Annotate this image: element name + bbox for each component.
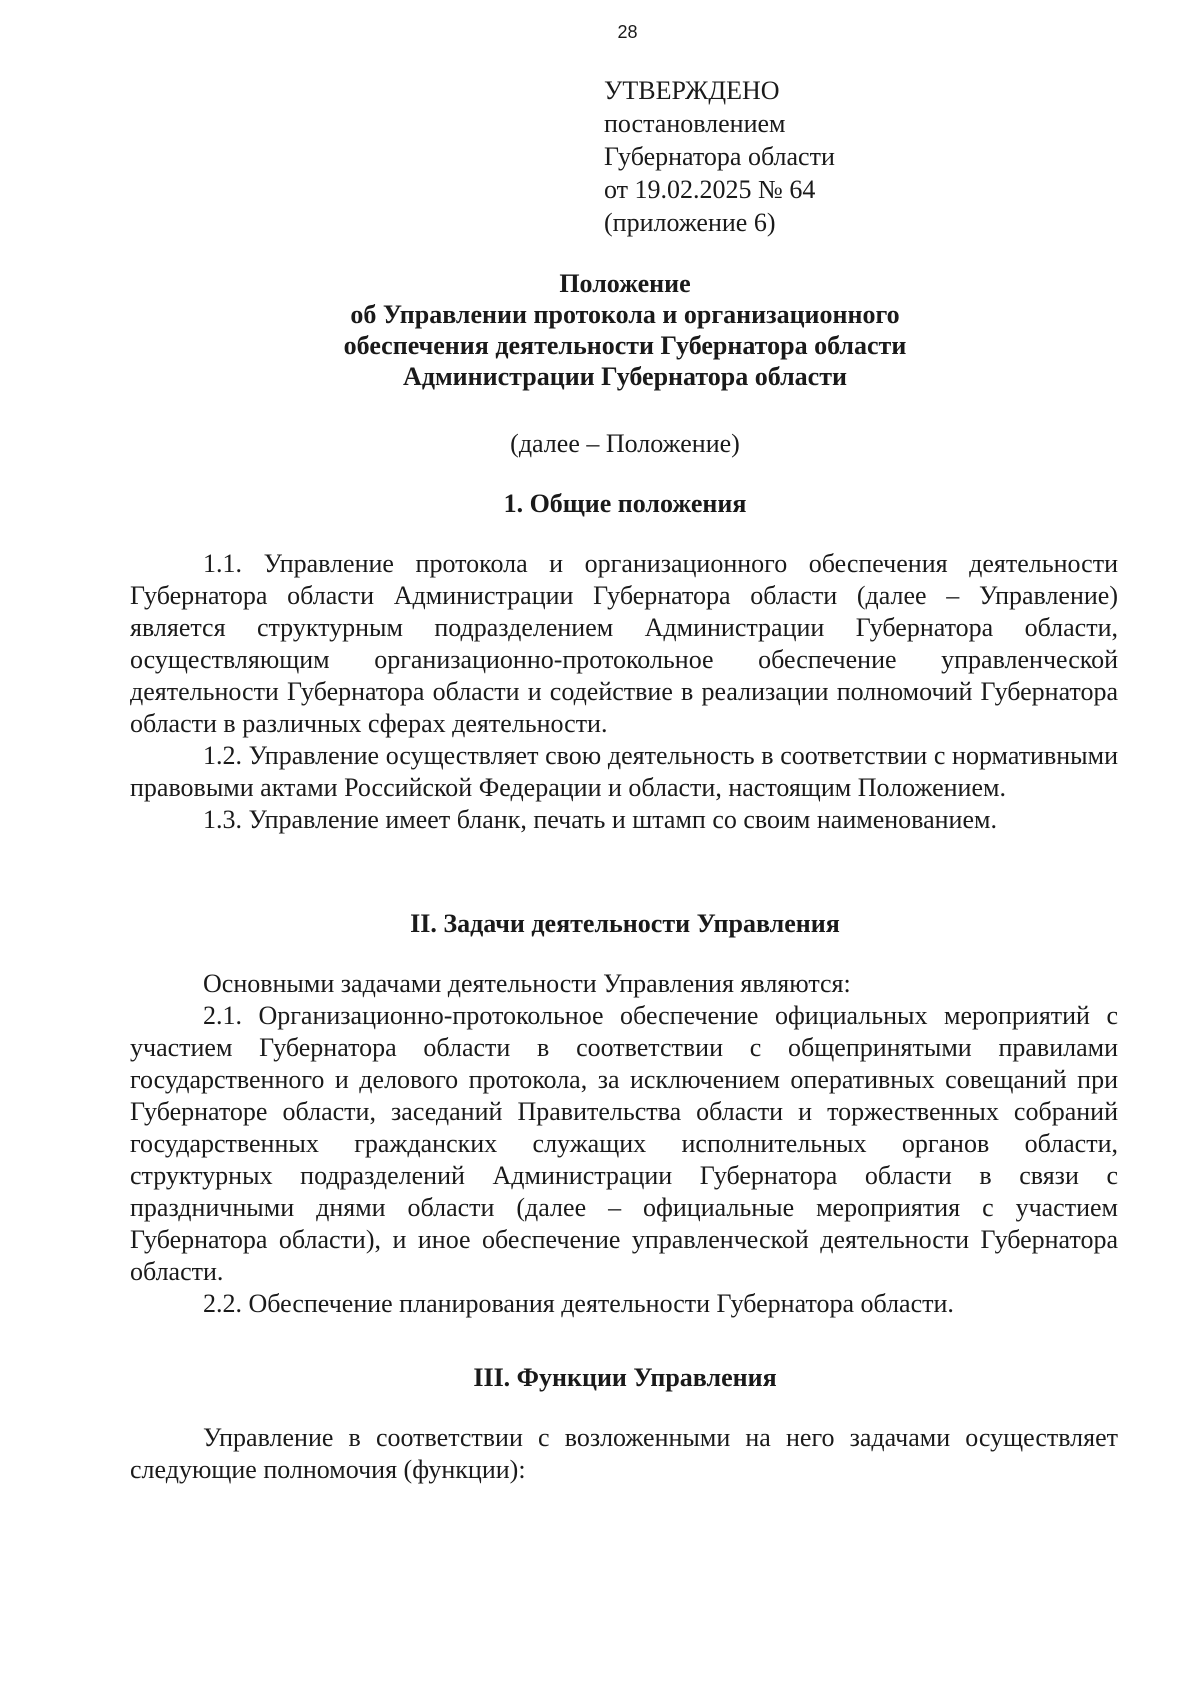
section-1-heading: 1. Общие положения — [503, 489, 747, 518]
approval-line: (приложение 6) — [604, 208, 776, 237]
paragraph-1-3: 1.3. Управление имеет бланк, печать и штамп со своим наименованием. — [203, 805, 997, 834]
paragraph-2-2: 2.2. Обеспечение планирования деятельности Губернатора области. — [203, 1289, 954, 1318]
document-title — [130, 268, 1120, 392]
section-3-body — [130, 1422, 1118, 1486]
paragraph-2-1: 2.1. Организационно-протокольное обеспечение официальных мероприятий с участием Губернатора области в соответствии с общепринятыми правилами государственного и делового протокола, за исключением оперативных совещаний при Губернаторе области, заседаний Правительства области и торжественных собраний государственных гражданских служащих исполнительных органов области, структурных подразделений Администрации Губернатора области в связи с праздничными днями области (далее – официальные мероприятия с участием Губернатора области), и иное обеспечение управленческой деятельности Губернатора области. — [130, 1001, 1118, 1286]
document-subtitle: (далее – Положение) — [510, 429, 740, 458]
section-2-body — [130, 968, 1118, 1320]
title-line: Положение — [559, 269, 691, 298]
approval-line: УТВЕРЖДЕНО — [604, 76, 780, 105]
section-3-heading: III. Функции Управления — [473, 1363, 777, 1392]
section-2-heading: II. Задачи деятельности Управления — [410, 909, 840, 938]
approval-line: постановлением — [604, 109, 786, 138]
paragraph-1-1: 1.1. Управление протокола и организационного обеспечения деятельности Губернатора области Администрации Губернатора области (далее – Управление) является структурным подразделением Администрации Губернатора области, осуществляющим организационно-протокольное обеспечение управленческой деятельности Губернатора области и содействие в реализации полномочий Губернатора области в различных сферах деятельности. — [130, 549, 1118, 738]
paragraph-1-2: 1.2. Управление осуществляет свою деятельность в соответствии с нормативными правовыми актами Российской Федерации и области, настоящим Положением. — [130, 741, 1118, 802]
approval-stamp-block — [604, 74, 835, 239]
section-1-body — [130, 548, 1118, 836]
title-line: Администрации Губернатора области — [403, 362, 847, 391]
section-3-intro: Управление в соответствии с возложенными на него задачами осуществляет следующие полномочия (функции): — [130, 1423, 1118, 1484]
title-line: обеспечения деятельности Губернатора области — [343, 331, 907, 360]
section-2-intro: Основными задачами деятельности Управления являются: — [203, 969, 851, 998]
approval-line: от 19.02.2025 № 64 — [604, 175, 816, 204]
approval-line: Губернатора области — [604, 142, 835, 171]
title-line: об Управлении протокола и организационного — [350, 300, 900, 329]
page-number: 28 — [617, 22, 638, 42]
